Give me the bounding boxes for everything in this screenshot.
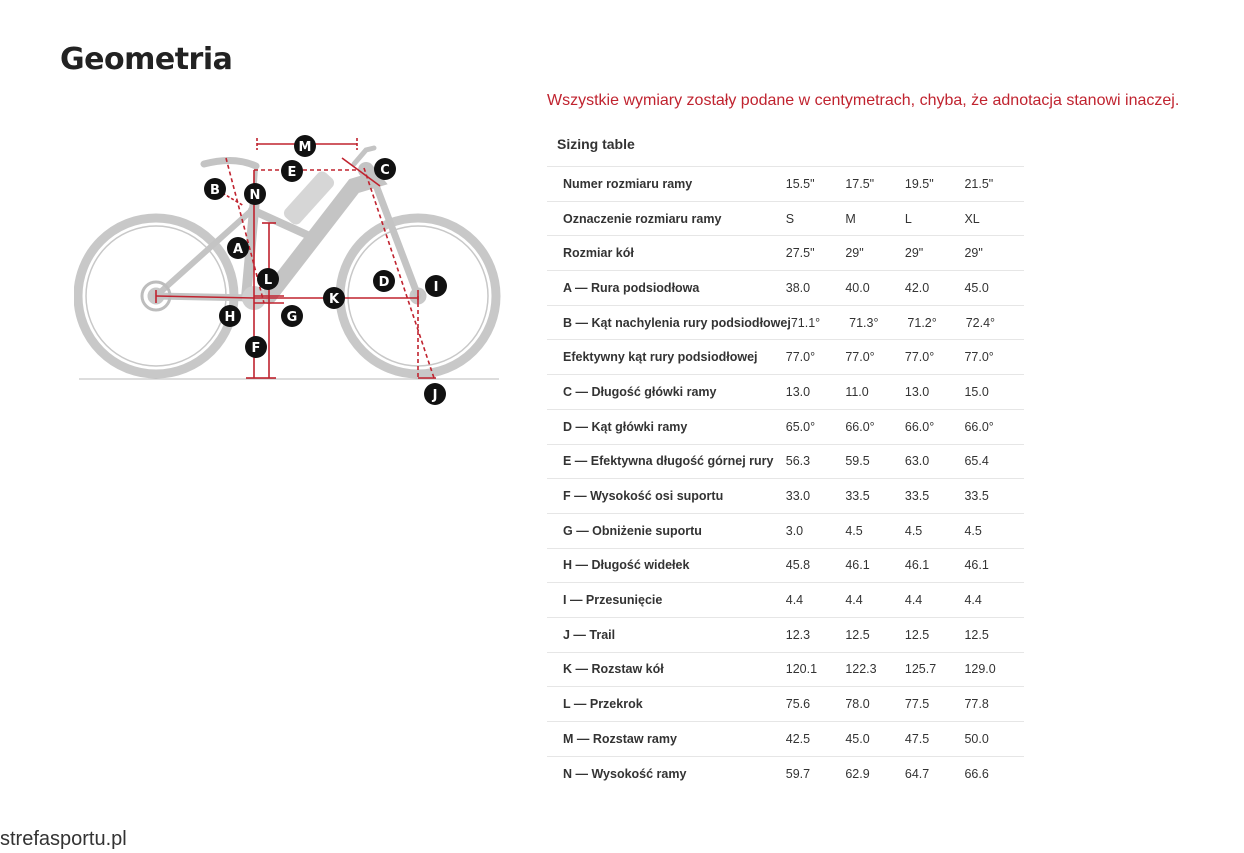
row-value: 42.5 <box>785 731 811 746</box>
row-label: A — Rura podsiodłowa <box>563 280 700 295</box>
table-row <box>547 583 1024 618</box>
table-row <box>547 271 1024 306</box>
row-value: 120.1 <box>785 662 818 677</box>
row-label: E — Efektywna długość górnej rury <box>563 454 774 469</box>
row-value: 33.5 <box>964 489 989 504</box>
row-label: H — Długość widełek <box>563 558 690 573</box>
table-row <box>547 236 1024 271</box>
row-label: C — Długość główki ramy <box>563 384 717 399</box>
row-value: 33.5 <box>904 489 930 504</box>
row-value: 46.1 <box>904 558 930 573</box>
row-value: 66.0° <box>845 419 875 434</box>
row-value: 4.4 <box>964 593 982 608</box>
row-value: 122.3 <box>845 662 877 677</box>
svg-text:L: L <box>263 273 273 288</box>
row-value: 72.4° <box>965 315 996 330</box>
row-value: 4.4 <box>904 593 923 608</box>
row-label: M — Rozstaw ramy <box>563 731 677 746</box>
table-row <box>547 306 1024 341</box>
row-label: K — Rozstaw kół <box>563 662 664 677</box>
row-value: 77.0° <box>904 350 935 365</box>
row-value: 66.0° <box>904 419 935 434</box>
row-label: G — Obniżenie suportu <box>563 523 702 538</box>
row-value: 47.5 <box>904 731 930 746</box>
row-value: 65.4 <box>964 454 989 469</box>
units-note: Wszystkie wymiary zostały podane w centymetrach, chyba, że adnotacja stanowi inaczej. <box>547 92 1180 109</box>
svg-text:M: M <box>298 140 312 155</box>
svg-text:N: N <box>249 188 261 203</box>
row-value: 27.5" <box>785 246 815 261</box>
row-value: 77.0° <box>964 350 994 365</box>
row-value: 71.1° <box>790 315 821 330</box>
row-value: 33.0 <box>785 489 811 504</box>
row-value: 77.5 <box>904 697 930 712</box>
row-value: 4.5 <box>845 523 863 538</box>
row-value: 77.8 <box>964 697 989 712</box>
row-label: F — Wysokość osi suportu <box>563 489 724 504</box>
row-value: 59.5 <box>845 454 870 469</box>
svg-text:J: J <box>432 388 438 403</box>
row-value: 4.5 <box>904 523 923 538</box>
svg-text:C: C <box>380 163 390 178</box>
svg-text:A: A <box>232 242 244 257</box>
label-m-badge <box>294 135 316 157</box>
table-body <box>547 167 1024 791</box>
row-value: 71.3° <box>849 315 879 330</box>
row-value: 12.5 <box>845 627 870 642</box>
row-value: 64.7 <box>904 767 930 782</box>
row-value: 12.3 <box>785 627 811 642</box>
table-row <box>547 445 1024 480</box>
page-title: Geometria <box>60 42 233 77</box>
row-label: B — Kąt nachylenia rury podsiodłowej <box>563 315 791 330</box>
row-value: 45.0 <box>964 280 989 295</box>
row-value: 12.5 <box>904 627 930 642</box>
svg-text:G: G <box>286 310 298 325</box>
row-value: 3.0 <box>785 523 804 538</box>
table-row <box>547 687 1024 722</box>
table-row <box>547 757 1024 792</box>
table-row <box>547 375 1024 410</box>
svg-text:B: B <box>210 183 220 198</box>
row-value: 65.0° <box>785 419 816 434</box>
row-value: 29" <box>904 246 924 261</box>
row-value: 21.5" <box>964 176 994 191</box>
row-value: 12.5 <box>964 627 989 642</box>
row-label: Oznaczenie rozmiaru ramy <box>563 211 722 226</box>
row-value: 17.5" <box>845 176 875 191</box>
label-f-badge <box>245 336 267 358</box>
svg-text:F: F <box>251 341 261 356</box>
svg-text:I: I <box>433 280 439 295</box>
label-d-badge <box>373 270 395 292</box>
row-value: 4.5 <box>964 523 982 538</box>
label-b-badge <box>204 178 226 200</box>
svg-text:H: H <box>224 310 236 325</box>
row-value: M <box>845 211 856 226</box>
row-value: 71.2° <box>907 315 937 330</box>
row-value: L <box>904 211 912 226</box>
label-g-badge <box>281 305 303 327</box>
svg-text:E: E <box>287 165 297 180</box>
row-value: 42.0 <box>904 280 930 295</box>
row-value: 125.7 <box>904 662 937 677</box>
bike-geometry-diagram <box>74 128 506 414</box>
row-value: S <box>785 211 795 226</box>
row-label: Numer rozmiaru ramy <box>563 176 693 191</box>
row-value: 11.0 <box>845 384 869 399</box>
row-label: J — Trail <box>563 627 616 642</box>
table-row <box>547 340 1024 375</box>
row-value: 75.6 <box>785 697 811 712</box>
row-label: N — Wysokość ramy <box>563 767 687 782</box>
label-h-badge <box>219 305 241 327</box>
label-c-badge <box>374 158 396 180</box>
label-k-badge <box>323 287 345 309</box>
row-value: 15.0 <box>964 384 989 399</box>
row-value: 78.0 <box>845 697 870 712</box>
row-value: 13.0 <box>904 384 930 399</box>
label-n-badge <box>244 183 266 205</box>
row-value: 4.4 <box>785 593 804 608</box>
row-value: XL <box>964 211 980 226</box>
row-value: 63.0 <box>904 454 930 469</box>
svg-text:D: D <box>378 275 390 290</box>
row-label: I — Przesunięcie <box>563 593 663 608</box>
table-row <box>547 514 1024 549</box>
row-value: 66.6 <box>964 767 989 782</box>
row-value: 13.0 <box>785 384 811 399</box>
row-value: 56.3 <box>785 454 811 469</box>
table-row <box>547 653 1024 688</box>
sizing-table <box>547 128 1024 791</box>
row-label: D — Kąt główki ramy <box>563 419 688 434</box>
row-value: 66.0° <box>964 419 994 434</box>
row-value: 38.0 <box>785 280 811 295</box>
label-a-badge <box>227 237 249 259</box>
row-value: 62.9 <box>845 767 870 782</box>
row-value: 29" <box>845 246 864 261</box>
row-value: 50.0 <box>964 731 989 746</box>
row-label: Rozmiar kół <box>563 246 634 261</box>
table-row <box>547 202 1024 237</box>
row-value: 29" <box>964 246 983 261</box>
row-value: 4.4 <box>845 593 863 608</box>
label-j-badge <box>424 383 446 405</box>
table-row <box>547 479 1024 514</box>
row-value: 19.5" <box>904 176 934 191</box>
table-row <box>547 167 1024 202</box>
row-value: 45.0 <box>845 731 870 746</box>
label-e-badge <box>281 160 303 182</box>
row-value: 45.8 <box>785 558 811 573</box>
row-value: 77.0° <box>845 350 875 365</box>
label-l-badge <box>257 268 279 290</box>
row-label: Efektywny kąt rury podsiodłowej <box>563 350 758 365</box>
row-label: L — Przekrok <box>563 697 643 712</box>
watermark: strefasportu.pl <box>0 828 127 850</box>
row-value: 59.7 <box>785 767 811 782</box>
svg-text:K: K <box>328 292 340 307</box>
row-value: 15.5" <box>785 176 815 191</box>
row-value: 33.5 <box>845 489 870 504</box>
table-caption: Sizing table <box>547 128 1024 167</box>
row-value: 77.0° <box>785 350 816 365</box>
row-value: 40.0 <box>845 280 870 295</box>
table-row <box>547 549 1024 584</box>
row-value: 46.1 <box>845 558 870 573</box>
label-i-badge <box>425 275 447 297</box>
row-value: 129.0 <box>964 662 996 677</box>
table-row <box>547 722 1024 757</box>
table-row <box>547 410 1024 445</box>
table-row <box>547 618 1024 653</box>
row-value: 46.1 <box>964 558 989 573</box>
